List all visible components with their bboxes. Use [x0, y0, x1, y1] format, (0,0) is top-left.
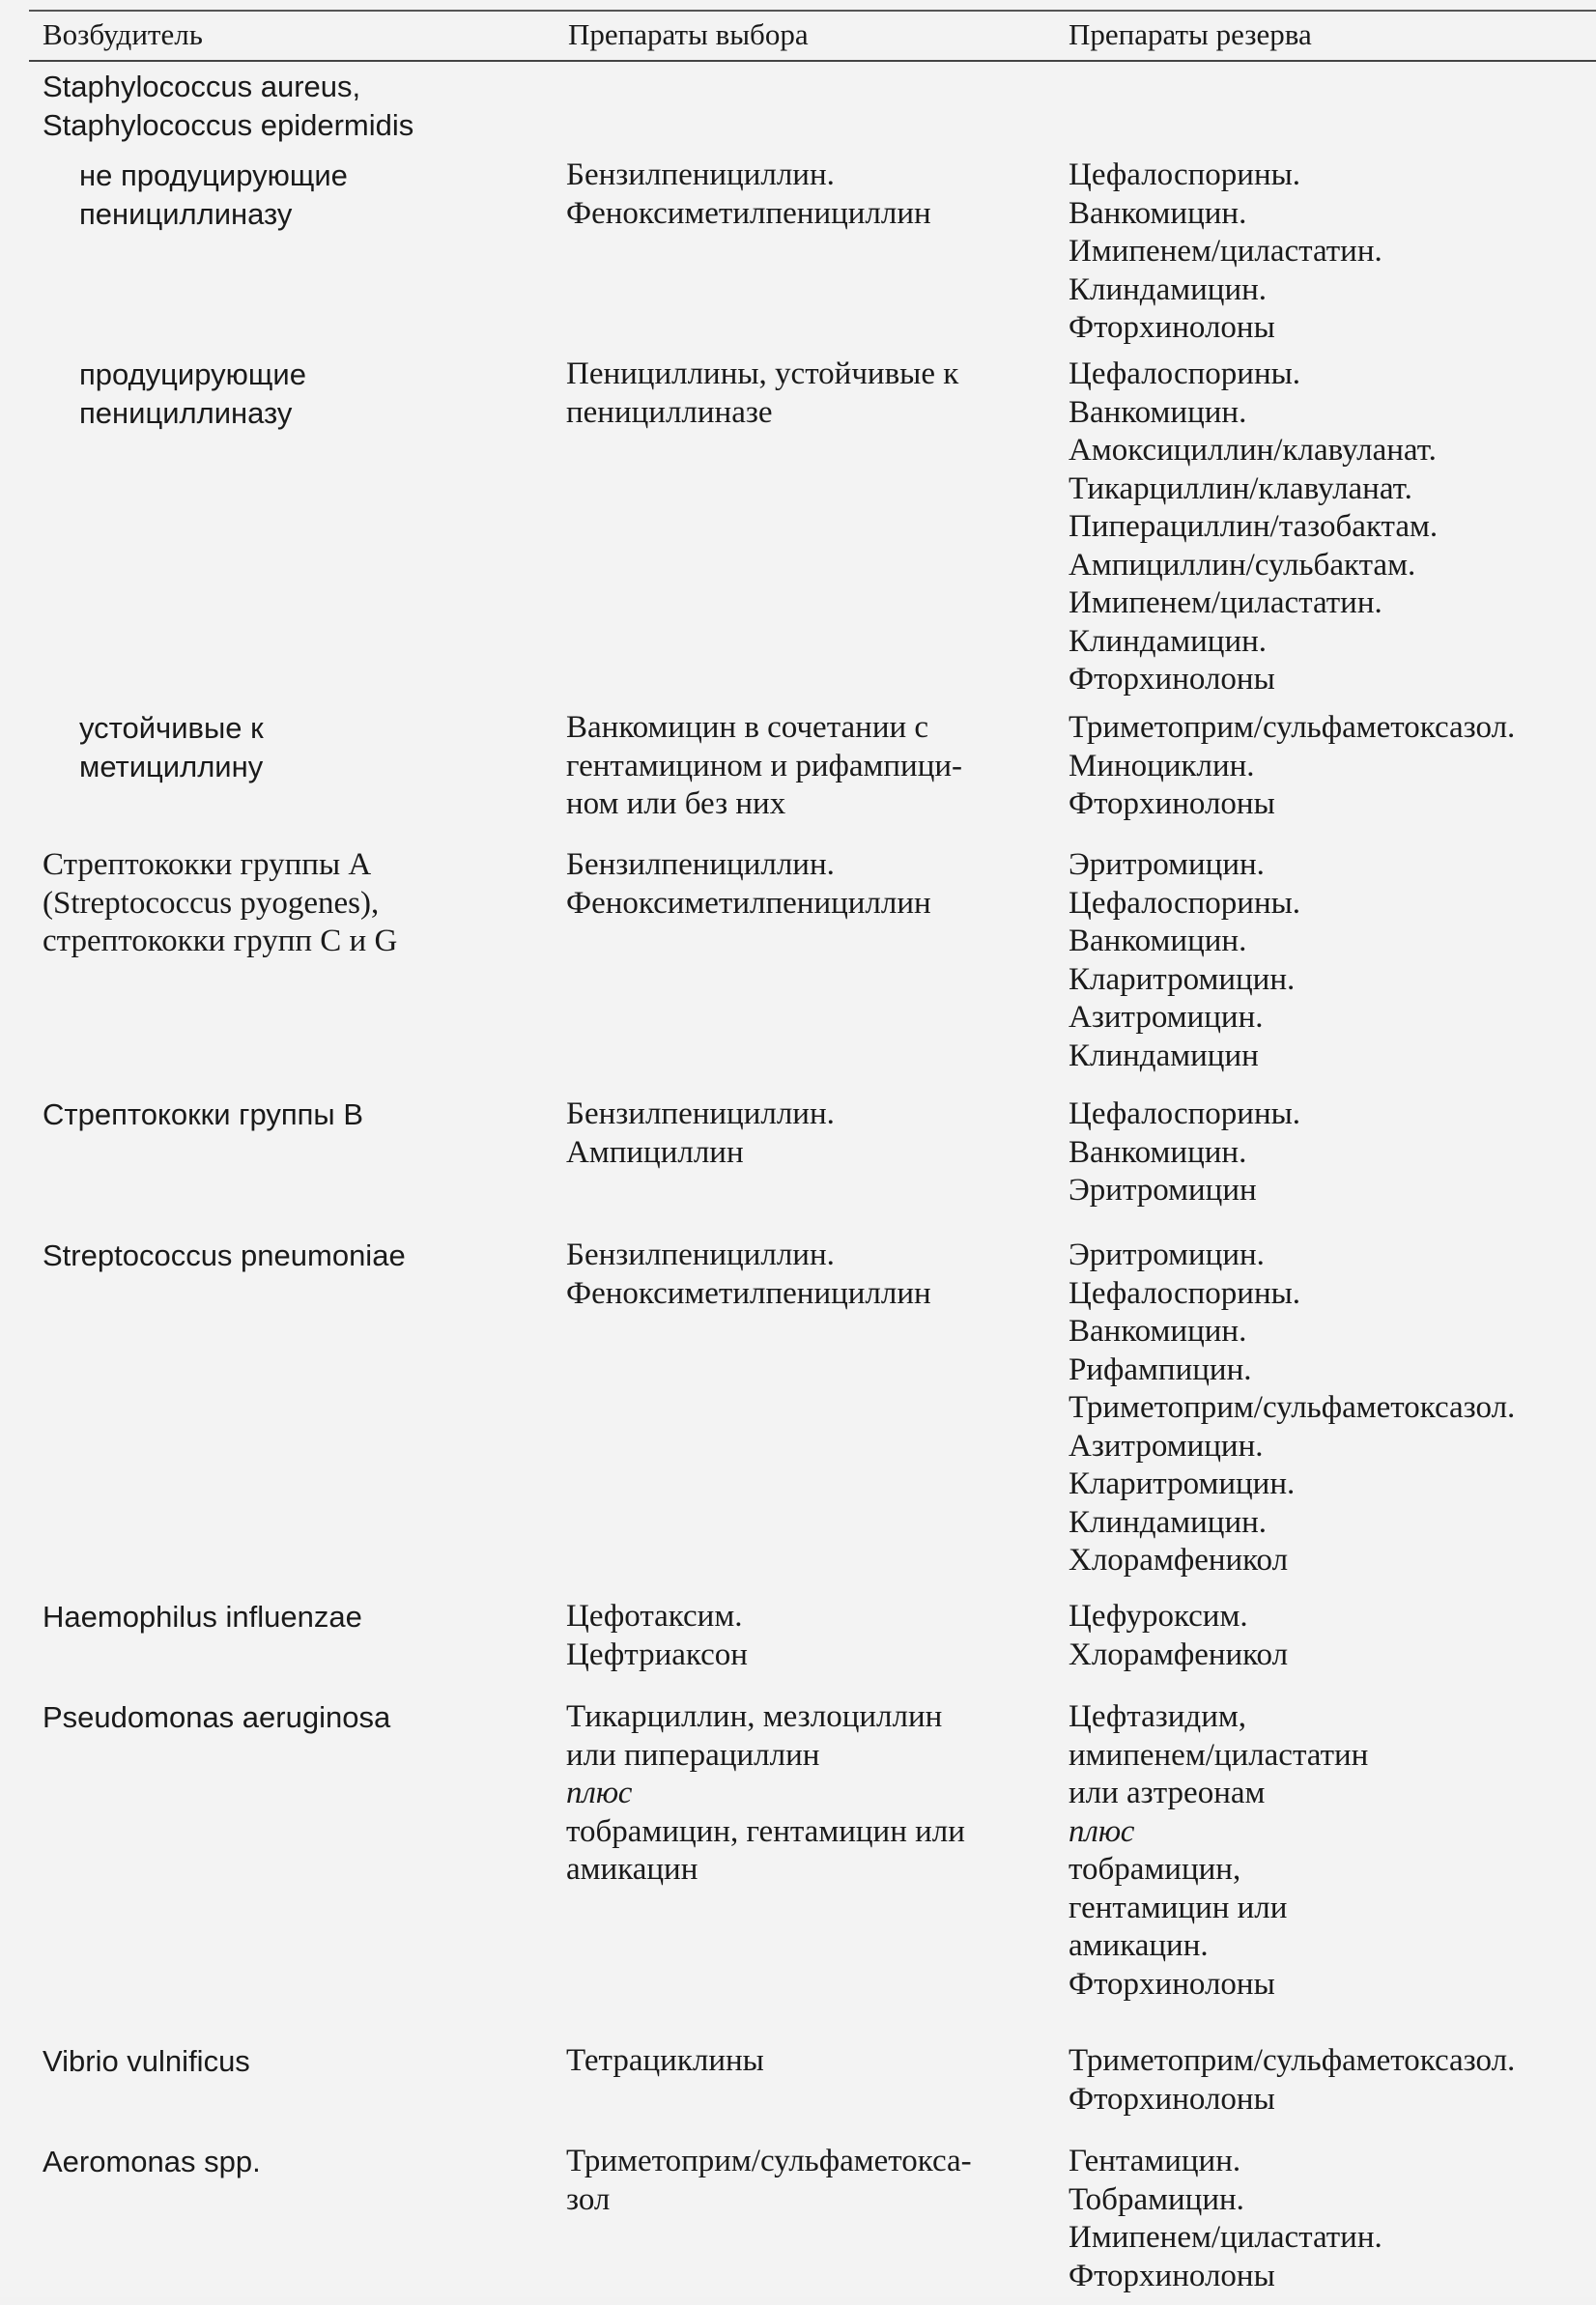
- reserve-drugs-cell-line: Тобрамицин.: [1069, 2181, 1244, 2217]
- reserve-drugs-cell-line: Ванкомицин.: [1069, 1134, 1247, 1170]
- reserve-drugs-cell-line: Азитромицин.: [1069, 1428, 1264, 1464]
- reserve-drugs-cell-line: Эритромицин: [1069, 1173, 1257, 1208]
- choice-drugs-cell-line: гентамицином и рифампици-: [566, 748, 963, 783]
- pathogen-cell: [43, 2143, 261, 2181]
- reserve-drugs-cell-line: Цефалоспорины.: [1069, 885, 1301, 921]
- table-row: [0, 1598, 1596, 1698]
- reserve-drugs-cell-line: Ванкомицин.: [1069, 394, 1247, 430]
- pathogen-cell-line: стрептококки групп С и G: [43, 924, 398, 958]
- pathogen-cell-line: Vibrio vulnificus: [43, 2044, 250, 2078]
- reserve-drugs-cell: [1069, 356, 1438, 699]
- reserve-drugs-cell-line: Триметоприм/сульфаметоксазол.: [1069, 1390, 1516, 1425]
- reserve-drugs-cell-line: Фторхинолоны: [1069, 786, 1275, 821]
- pathogen-cell-line: пенициллиназу: [79, 196, 293, 231]
- choice-drugs-cell: [566, 709, 962, 824]
- pathogen-cell-line: (Streptococcus pyogenes),: [43, 885, 380, 921]
- reserve-drugs-cell-line: тобрамицин,: [1069, 1852, 1241, 1887]
- reserve-drugs-cell: [1069, 1237, 1515, 1580]
- pathogen-cell: [43, 1598, 362, 1636]
- table-row: [0, 356, 1596, 709]
- reserve-drugs-cell-line: амикацин.: [1069, 1928, 1209, 1963]
- reserve-drugs-cell-line: или азтреонам: [1069, 1776, 1266, 1810]
- choice-drugs-cell: [566, 356, 958, 432]
- reserve-drugs-cell-line: имипенем/циластатин: [1069, 1737, 1369, 1773]
- table-row: [0, 709, 1596, 846]
- choice-drugs-cell-line: Тикарциллин, мезлоциллин: [566, 1699, 943, 1734]
- reserve-drugs-cell-line: плюс: [1069, 1813, 1135, 1849]
- choice-drugs-cell-line: зол: [566, 2181, 611, 2217]
- pathogen-cell-line: продуцирующие: [79, 357, 306, 391]
- reserve-drugs-cell-line: Эритромицин.: [1069, 847, 1265, 882]
- choice-drugs-cell-line: плюс: [566, 1776, 633, 1810]
- reserve-drugs-cell-line: Цефалоспорины.: [1069, 157, 1301, 192]
- reserve-drugs-cell-line: Цефалоспорины.: [1069, 356, 1301, 391]
- header-reserve: Препараты резерва: [1069, 17, 1312, 51]
- pathogen-cell-line: устойчивые к: [79, 711, 264, 745]
- reserve-drugs-cell-line: Тикарциллин/клавуланат.: [1069, 470, 1412, 506]
- choice-drugs-cell-line: Пенициллины, устойчивые к: [566, 356, 959, 391]
- header-choice: Препараты выбора: [568, 17, 809, 51]
- pathogen-cell-line: метициллину: [79, 749, 264, 783]
- reserve-drugs-cell-line: Рифампицин.: [1069, 1352, 1252, 1387]
- pathogen-cell-line: не продуцирующие: [79, 158, 348, 192]
- pathogen-cell: [43, 68, 413, 144]
- reserve-drugs-cell-line: Амоксициллин/клавуланат.: [1069, 433, 1437, 468]
- reserve-drugs-cell-line: Цефтазидим,: [1069, 1699, 1247, 1734]
- reserve-drugs-cell-line: Ванкомицин.: [1069, 924, 1247, 958]
- reserve-drugs-cell-line: Имипенем/циластатин.: [1069, 2220, 1382, 2255]
- reserve-drugs-cell: [1069, 846, 1300, 1075]
- reserve-drugs-cell-line: Клиндамицин: [1069, 1038, 1259, 1073]
- pathogen-cell-line: Pseudomonas aeruginosa: [43, 1700, 391, 1734]
- reserve-drugs-cell-line: Триметоприм/сульфаметоксазол.: [1069, 2043, 1516, 2078]
- pathogen-cell: [79, 356, 306, 432]
- pathogen-cell-line: Staphylococcus aureus,: [43, 70, 361, 103]
- pathogen-cell: [79, 157, 348, 233]
- pathogen-cell: [43, 1698, 390, 1737]
- reserve-drugs-cell-line: Хлорамфеникол: [1069, 1543, 1289, 1578]
- reserve-drugs-cell: [1069, 2143, 1382, 2295]
- reserve-drugs-cell-line: Фторхинолоны: [1069, 310, 1275, 345]
- reserve-drugs-cell: [1069, 157, 1382, 348]
- choice-drugs-cell-line: Феноксиметилпенициллин: [566, 1275, 931, 1311]
- choice-drugs-cell-line: Цефотаксим.: [566, 1599, 743, 1634]
- reserve-drugs-cell-line: Миноциклин.: [1069, 748, 1255, 783]
- pathogen-cell: [43, 1096, 363, 1134]
- pathogen-cell-line: пенициллиназу: [79, 395, 293, 430]
- reserve-drugs-cell: [1069, 1096, 1300, 1210]
- choice-drugs-cell-line: пенициллиназе: [566, 394, 773, 430]
- choice-drugs-cell: [566, 1698, 965, 1890]
- choice-drugs-cell-line: амикацин: [566, 1852, 698, 1887]
- reserve-drugs-cell: [1069, 2042, 1515, 2119]
- reserve-drugs-cell-line: Пиперациллин/тазобактам.: [1069, 509, 1439, 544]
- table-row: [0, 1698, 1596, 2042]
- pathogen-cell-line: Streptococcus pneumoniae: [43, 1238, 406, 1272]
- choice-drugs-cell-line: ном или без них: [566, 786, 786, 821]
- table-row: [0, 2143, 1596, 2305]
- reserve-drugs-cell: [1069, 709, 1515, 824]
- pathogen-cell-line: Стрептококки группы В: [43, 1097, 363, 1131]
- pathogen-cell-line: Стрептококки группы А: [43, 847, 372, 882]
- reserve-drugs-cell-line: Ванкомицин.: [1069, 1314, 1247, 1349]
- reserve-drugs-cell-line: Цефуроксим.: [1069, 1599, 1248, 1634]
- reserve-drugs-cell-line: Фторхинолоны: [1069, 1966, 1275, 2002]
- reserve-drugs-cell-line: Кларитромицин.: [1069, 1466, 1296, 1501]
- table-row: [0, 1237, 1596, 1598]
- reserve-drugs-cell-line: Фторхинолоны: [1069, 2258, 1275, 2293]
- choice-drugs-cell-line: Ампициллин: [566, 1134, 744, 1170]
- choice-drugs-cell-line: Тетрациклины: [566, 2043, 764, 2078]
- choice-drugs-cell-line: тобрамицин, гентамицин или: [566, 1813, 965, 1849]
- header-pathogen: Возбудитель: [43, 17, 203, 51]
- choice-drugs-cell: [566, 157, 931, 233]
- choice-drugs-cell-line: Цефтриаксон: [566, 1636, 748, 1672]
- pathogen-cell: [43, 846, 397, 961]
- reserve-drugs-cell-line: Фторхинолоны: [1069, 2081, 1275, 2117]
- table-row: [0, 2042, 1596, 2143]
- choice-drugs-cell-line: Бензилпенициллин.: [566, 157, 835, 192]
- reserve-drugs-cell-line: Ванкомицин.: [1069, 195, 1247, 231]
- reserve-drugs-cell-line: Клиндамицин.: [1069, 1504, 1268, 1540]
- top-rule: [29, 10, 1596, 12]
- reserve-drugs-cell-line: Кларитромицин.: [1069, 961, 1296, 997]
- table-row: [0, 1096, 1596, 1237]
- pathogen-cell-line: Aeromonas spp.: [43, 2145, 261, 2178]
- choice-drugs-cell-line: Бензилпенициллин.: [566, 1238, 835, 1272]
- pathogen-cell-line: Staphylococcus epidermidis: [43, 107, 414, 142]
- pathogen-cell: [43, 1237, 406, 1275]
- choice-drugs-cell-line: Бензилпенициллин.: [566, 1096, 835, 1131]
- choice-drugs-cell: [566, 2143, 972, 2219]
- choice-drugs-cell-line: Триметоприм/сульфаметокса-: [566, 2144, 972, 2178]
- table-header: [0, 15, 1596, 54]
- choice-drugs-cell: [566, 2042, 764, 2081]
- choice-drugs-cell: [566, 1598, 748, 1674]
- pathogen-cell-line: Haemophilus influenzae: [43, 1600, 362, 1634]
- choice-drugs-cell: [566, 846, 931, 923]
- choice-drugs-cell: [566, 1237, 931, 1313]
- reserve-drugs-cell-line: Хлорамфеникол: [1069, 1636, 1289, 1672]
- choice-drugs-cell: [566, 1096, 835, 1172]
- reserve-drugs-cell-line: Ампициллин/сульбактам.: [1069, 547, 1416, 583]
- table-row: [0, 68, 1596, 157]
- reserve-drugs-cell-line: Цефалоспорины.: [1069, 1275, 1301, 1311]
- choice-drugs-cell-line: Ванкомицин в сочетании с: [566, 710, 929, 745]
- pathogen-cell: [79, 709, 264, 785]
- choice-drugs-cell-line: или пиперациллин: [566, 1737, 820, 1773]
- reserve-drugs-cell-line: Цефалоспорины.: [1069, 1096, 1301, 1131]
- reserve-drugs-cell-line: Имипенем/циластатин.: [1069, 585, 1382, 620]
- reserve-drugs-cell: [1069, 1698, 1368, 2004]
- reserve-drugs-cell-line: Триметоприм/сульфаметоксазол.: [1069, 710, 1516, 745]
- reserve-drugs-cell-line: Гентамицин.: [1069, 2144, 1241, 2178]
- reserve-drugs-cell: [1069, 1598, 1288, 1674]
- table-row: [0, 157, 1596, 356]
- reserve-drugs-cell-line: Азитромицин.: [1069, 1000, 1264, 1035]
- choice-drugs-cell-line: Бензилпенициллин.: [566, 847, 835, 882]
- reserve-drugs-cell-line: Фторхинолоны: [1069, 662, 1275, 697]
- pathogen-cell: [43, 2042, 250, 2081]
- reserve-drugs-cell-line: Эритромицин.: [1069, 1238, 1265, 1272]
- table-row: [0, 846, 1596, 1096]
- reserve-drugs-cell-line: Клиндамицин.: [1069, 271, 1268, 307]
- header-rule: [29, 60, 1596, 62]
- reserve-drugs-cell-line: Клиндамицин.: [1069, 623, 1268, 659]
- choice-drugs-cell-line: Феноксиметилпенициллин: [566, 195, 931, 231]
- choice-drugs-cell-line: Феноксиметилпенициллин: [566, 885, 931, 921]
- reserve-drugs-cell-line: Имипенем/циластатин.: [1069, 234, 1382, 269]
- reserve-drugs-cell-line: гентамицин или: [1069, 1890, 1288, 1925]
